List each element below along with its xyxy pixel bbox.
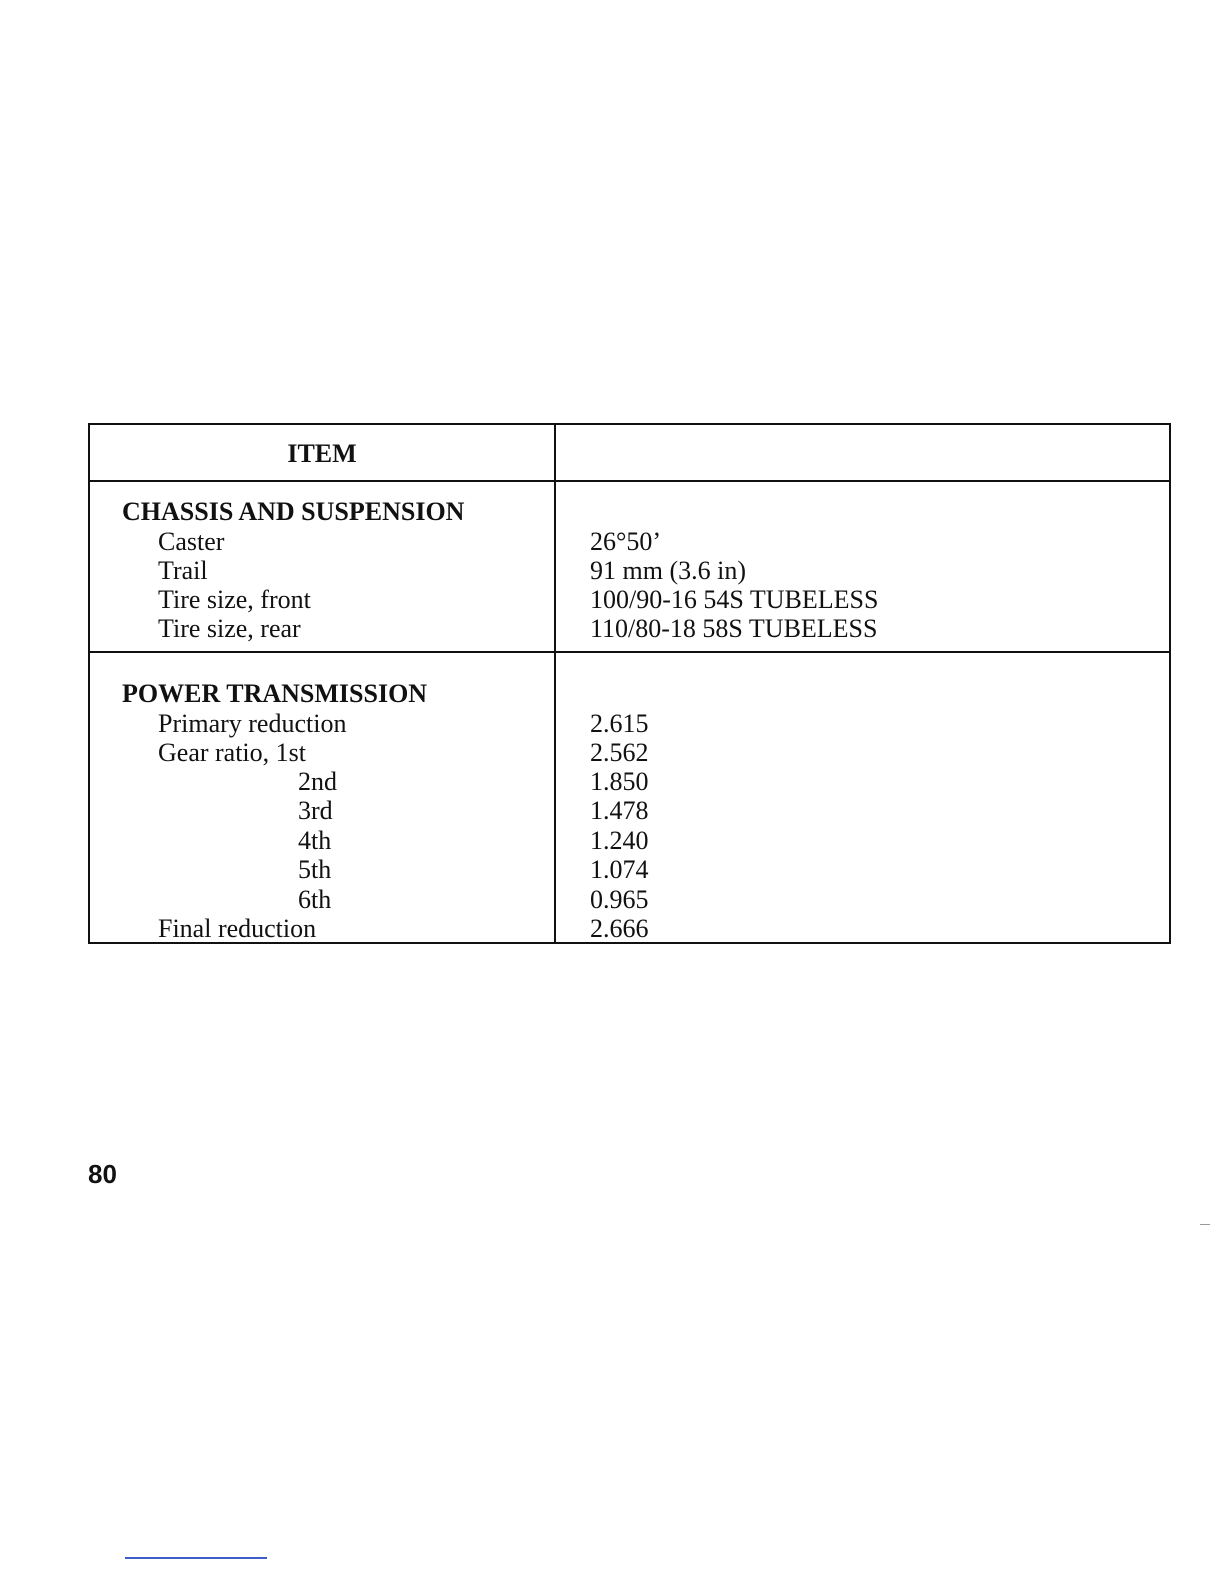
row-label-gear-6th: 6th [298, 885, 332, 914]
row-value-caster: 26°50’ [590, 527, 662, 556]
row-value-gear-6th: 0.965 [590, 885, 649, 914]
header-item-label: ITEM [287, 439, 357, 468]
page-number: 80 [88, 1159, 117, 1189]
specifications-table [88, 423, 1171, 944]
row-label-final-reduction: Final reduction [158, 914, 317, 943]
row-label-gear-4th: 4th [298, 826, 332, 855]
row-value-gear-4th: 1.240 [590, 826, 649, 855]
row-label-primary-reduction: Primary reduction [158, 709, 347, 738]
row-label-gear-1st: Gear ratio, 1st [158, 738, 307, 767]
row-value-gear-1st: 2.562 [590, 738, 649, 767]
row-value-gear-3rd: 1.478 [590, 796, 649, 825]
row-value-primary-reduction: 2.615 [590, 709, 649, 738]
row-value-tire-rear: 110/80-18 58S TUBELESS [590, 614, 878, 643]
edge-mark [1200, 1224, 1210, 1225]
row-value-final-reduction: 2.666 [590, 914, 649, 943]
row-value-gear-5th: 1.074 [590, 855, 649, 884]
row-label-tire-front: Tire size, front [158, 585, 311, 614]
row-label-tire-rear: Tire size, rear [158, 614, 301, 643]
row-label-gear-3rd: 3rd [298, 796, 333, 825]
row-label-gear-5th: 5th [298, 855, 332, 884]
row-value-gear-2nd: 1.850 [590, 767, 649, 796]
header-divider [90, 480, 1169, 482]
section-divider [90, 651, 1169, 653]
bottom-rule [125, 1557, 267, 1559]
row-value-trail: 91 mm (3.6 in) [590, 556, 746, 585]
section-title-power-transmission: POWER TRANSMISSION [122, 679, 428, 708]
row-label-trail: Trail [158, 556, 208, 585]
column-divider [554, 425, 556, 942]
section-title-chassis: CHASSIS AND SUSPENSION [122, 497, 465, 526]
row-label-gear-2nd: 2nd [298, 767, 337, 796]
row-value-tire-front: 100/90-16 54S TUBELESS [590, 585, 879, 614]
row-label-caster: Caster [158, 527, 225, 556]
